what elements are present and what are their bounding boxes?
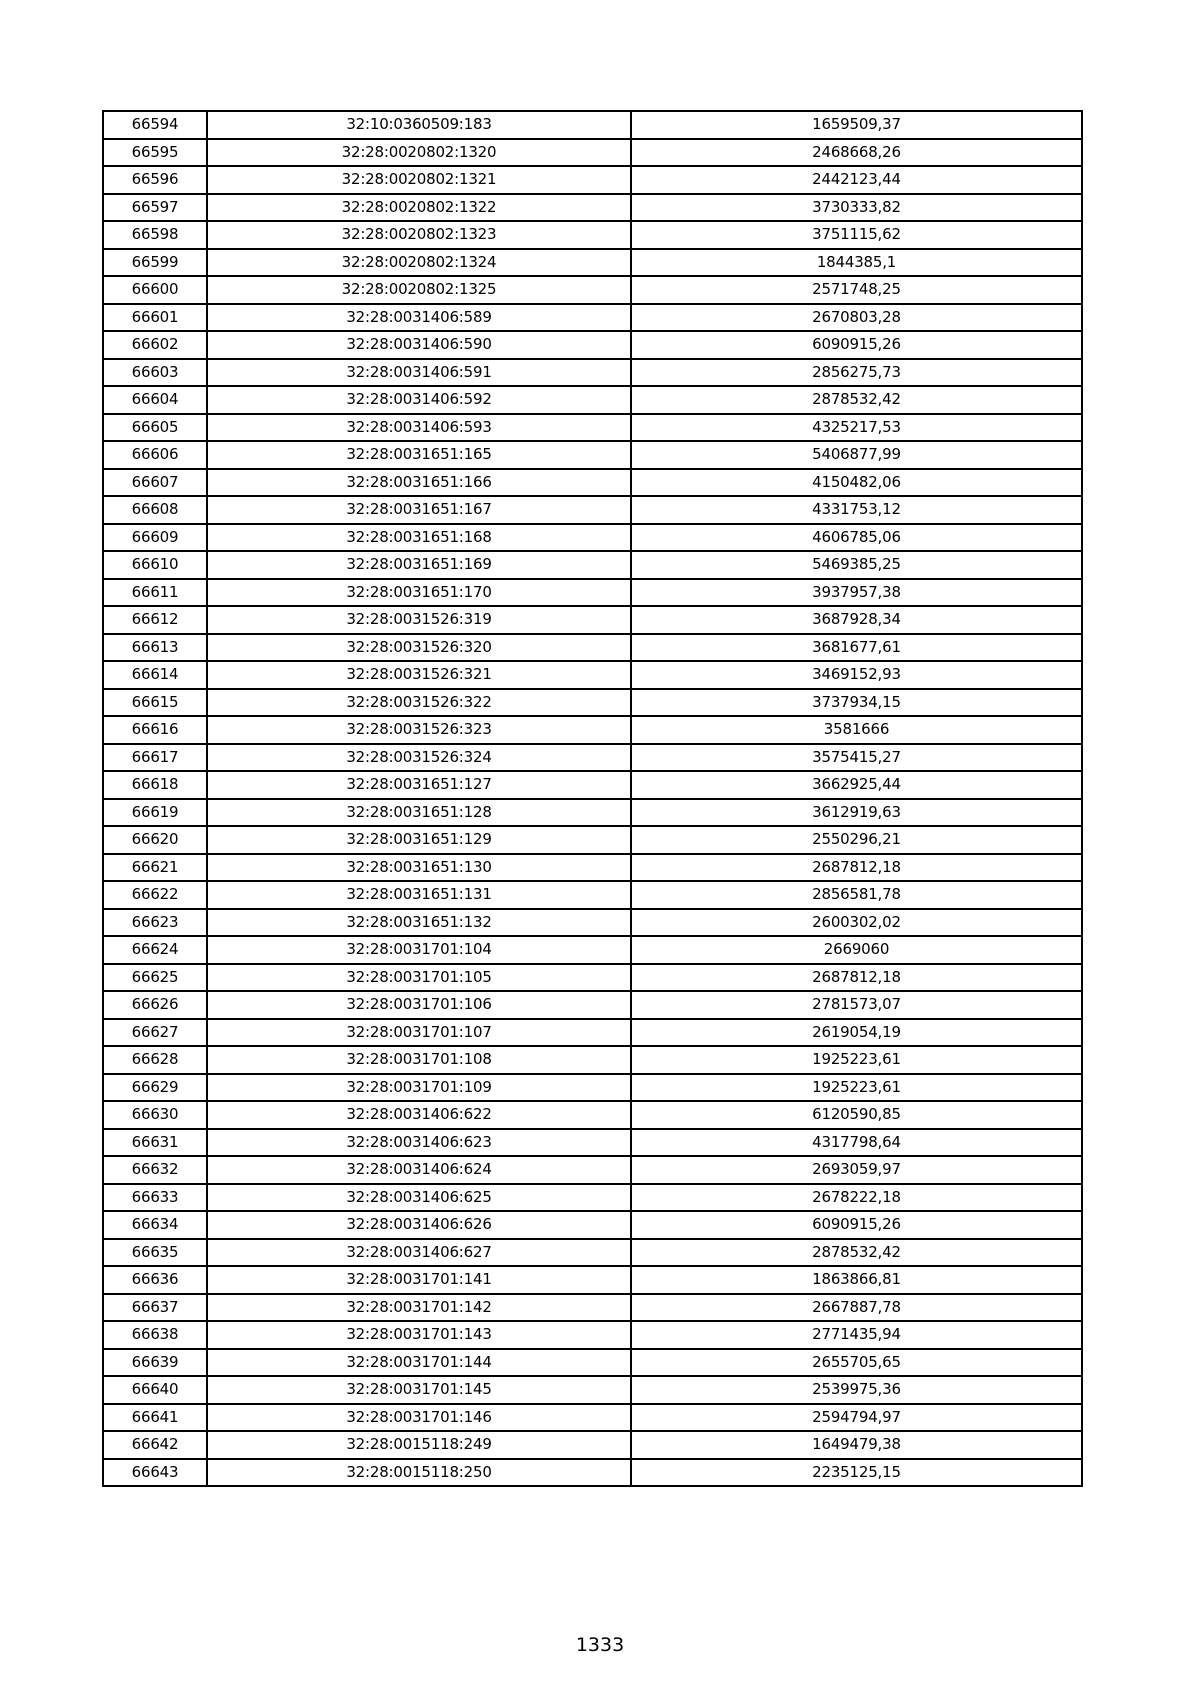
cadastral-number-cell: 32:28:0031651:165 (207, 441, 631, 469)
row-number-cell: 66620 (103, 826, 207, 854)
table-row (103, 304, 1082, 332)
cadastral-value-table (102, 110, 1083, 1487)
cadastral-value-cell: 5406877,99 (631, 441, 1082, 469)
row-number-cell: 66619 (103, 799, 207, 827)
table-row (103, 1184, 1082, 1212)
table-row (103, 771, 1082, 799)
row-number-cell: 66618 (103, 771, 207, 799)
row-number-cell: 66633 (103, 1184, 207, 1212)
row-number-cell: 66625 (103, 964, 207, 992)
table-row (103, 1211, 1082, 1239)
row-number-cell: 66641 (103, 1404, 207, 1432)
cadastral-value-cell: 6090915,26 (631, 1211, 1082, 1239)
cadastral-number-cell: 32:28:0020802:1320 (207, 139, 631, 167)
cadastral-value-cell: 2442123,44 (631, 166, 1082, 194)
table-row (103, 744, 1082, 772)
row-number-cell: 66631 (103, 1129, 207, 1157)
cadastral-number-cell: 32:28:0031701:107 (207, 1019, 631, 1047)
cadastral-value-cell: 4317798,64 (631, 1129, 1082, 1157)
row-number-cell: 66602 (103, 331, 207, 359)
table-row (103, 414, 1082, 442)
cadastral-value-cell: 2468668,26 (631, 139, 1082, 167)
table-row (103, 496, 1082, 524)
cadastral-number-cell: 32:10:0360509:183 (207, 111, 631, 139)
table-body (103, 111, 1082, 1486)
row-number-cell: 66612 (103, 606, 207, 634)
table-row (103, 331, 1082, 359)
table-row (103, 249, 1082, 277)
cadastral-number-cell: 32:28:0031701:105 (207, 964, 631, 992)
cadastral-value-cell: 2878532,42 (631, 386, 1082, 414)
row-number-cell: 66595 (103, 139, 207, 167)
cadastral-value-cell: 3751115,62 (631, 221, 1082, 249)
table-row (103, 441, 1082, 469)
table-row (103, 1431, 1082, 1459)
cadastral-value-cell: 2670803,28 (631, 304, 1082, 332)
cadastral-value-cell: 2619054,19 (631, 1019, 1082, 1047)
cadastral-number-cell: 32:28:0031651:167 (207, 496, 631, 524)
row-number-cell: 66629 (103, 1074, 207, 1102)
row-number-cell: 66614 (103, 661, 207, 689)
cadastral-number-cell: 32:28:0020802:1325 (207, 276, 631, 304)
cadastral-number-cell: 32:28:0031701:144 (207, 1349, 631, 1377)
cadastral-value-cell: 2235125,15 (631, 1459, 1082, 1487)
row-number-cell: 66634 (103, 1211, 207, 1239)
table-row (103, 194, 1082, 222)
cadastral-number-cell: 32:28:0031701:143 (207, 1321, 631, 1349)
cadastral-value-cell: 3937957,38 (631, 579, 1082, 607)
table-row (103, 524, 1082, 552)
cadastral-value-cell: 2667887,78 (631, 1294, 1082, 1322)
cadastral-value-cell: 2678222,18 (631, 1184, 1082, 1212)
row-number-cell: 66603 (103, 359, 207, 387)
cadastral-value-cell: 3612919,63 (631, 799, 1082, 827)
cadastral-number-cell: 32:28:0031651:166 (207, 469, 631, 497)
table-row (103, 386, 1082, 414)
cadastral-value-cell: 3581666 (631, 716, 1082, 744)
cadastral-value-cell: 1659509,37 (631, 111, 1082, 139)
row-number-cell: 66640 (103, 1376, 207, 1404)
table-row (103, 661, 1082, 689)
cadastral-value-cell: 1844385,1 (631, 249, 1082, 277)
row-number-cell: 66613 (103, 634, 207, 662)
table-row (103, 1294, 1082, 1322)
cadastral-number-cell: 32:28:0031406:591 (207, 359, 631, 387)
cadastral-value-cell: 2550296,21 (631, 826, 1082, 854)
table-row (103, 111, 1082, 139)
row-number-cell: 66607 (103, 469, 207, 497)
table-row (103, 799, 1082, 827)
cadastral-number-cell: 32:28:0020802:1324 (207, 249, 631, 277)
cadastral-number-cell: 32:28:0031701:141 (207, 1266, 631, 1294)
table-row (103, 166, 1082, 194)
cadastral-number-cell: 32:28:0031526:321 (207, 661, 631, 689)
cadastral-value-cell: 1925223,61 (631, 1074, 1082, 1102)
table-row (103, 1321, 1082, 1349)
table-row (103, 991, 1082, 1019)
table-row (103, 221, 1082, 249)
cadastral-value-cell: 2693059,97 (631, 1156, 1082, 1184)
row-number-cell: 66608 (103, 496, 207, 524)
cadastral-value-cell: 3730333,82 (631, 194, 1082, 222)
row-number-cell: 66611 (103, 579, 207, 607)
row-number-cell: 66596 (103, 166, 207, 194)
cadastral-number-cell: 32:28:0031651:130 (207, 854, 631, 882)
table-row (103, 936, 1082, 964)
cadastral-number-cell: 32:28:0031701:109 (207, 1074, 631, 1102)
cadastral-number-cell: 32:28:0020802:1321 (207, 166, 631, 194)
row-number-cell: 66628 (103, 1046, 207, 1074)
cadastral-value-cell: 1925223,61 (631, 1046, 1082, 1074)
table-row (103, 964, 1082, 992)
cadastral-number-cell: 32:28:0031406:592 (207, 386, 631, 414)
cadastral-number-cell: 32:28:0031406:622 (207, 1101, 631, 1129)
table-row (103, 359, 1082, 387)
row-number-cell: 66599 (103, 249, 207, 277)
row-number-cell: 66627 (103, 1019, 207, 1047)
cadastral-value-cell: 2600302,02 (631, 909, 1082, 937)
cadastral-value-cell: 2878532,42 (631, 1239, 1082, 1267)
table-row (103, 139, 1082, 167)
table-row (103, 881, 1082, 909)
cadastral-number-cell: 32:28:0031526:324 (207, 744, 631, 772)
table-row (103, 579, 1082, 607)
row-number-cell: 66635 (103, 1239, 207, 1267)
cadastral-number-cell: 32:28:0015118:250 (207, 1459, 631, 1487)
cadastral-number-cell: 32:28:0031651:169 (207, 551, 631, 579)
cadastral-number-cell: 32:28:0031526:320 (207, 634, 631, 662)
table-row (103, 1349, 1082, 1377)
cadastral-value-cell: 3662925,44 (631, 771, 1082, 799)
table-row (103, 1019, 1082, 1047)
cadastral-number-cell: 32:28:0031526:322 (207, 689, 631, 717)
cadastral-number-cell: 32:28:0031651:168 (207, 524, 631, 552)
cadastral-value-cell: 2669060 (631, 936, 1082, 964)
row-number-cell: 66637 (103, 1294, 207, 1322)
table-row (103, 1239, 1082, 1267)
cadastral-value-cell: 4606785,06 (631, 524, 1082, 552)
cadastral-value-cell: 3687928,34 (631, 606, 1082, 634)
cadastral-value-cell: 4331753,12 (631, 496, 1082, 524)
table-row (103, 276, 1082, 304)
cadastral-number-cell: 32:28:0031651:129 (207, 826, 631, 854)
cadastral-value-cell: 2856275,73 (631, 359, 1082, 387)
cadastral-value-cell: 1863866,81 (631, 1266, 1082, 1294)
row-number-cell: 66600 (103, 276, 207, 304)
row-number-cell: 66616 (103, 716, 207, 744)
cadastral-value-cell: 3681677,61 (631, 634, 1082, 662)
cadastral-value-cell: 2571748,25 (631, 276, 1082, 304)
table-row (103, 1101, 1082, 1129)
table-row (103, 1266, 1082, 1294)
table-row (103, 634, 1082, 662)
cadastral-number-cell: 32:28:0031701:142 (207, 1294, 631, 1322)
cadastral-number-cell: 32:28:0031406:590 (207, 331, 631, 359)
row-number-cell: 66606 (103, 441, 207, 469)
cadastral-value-cell: 3737934,15 (631, 689, 1082, 717)
table-row (103, 551, 1082, 579)
table-row (103, 826, 1082, 854)
cadastral-value-cell: 5469385,25 (631, 551, 1082, 579)
cadastral-number-cell: 32:28:0031651:127 (207, 771, 631, 799)
cadastral-value-cell: 2539975,36 (631, 1376, 1082, 1404)
cadastral-number-cell: 32:28:0015118:249 (207, 1431, 631, 1459)
row-number-cell: 66622 (103, 881, 207, 909)
row-number-cell: 66638 (103, 1321, 207, 1349)
cadastral-number-cell: 32:28:0031701:106 (207, 991, 631, 1019)
cadastral-value-cell: 2771435,94 (631, 1321, 1082, 1349)
cadastral-value-cell: 2655705,65 (631, 1349, 1082, 1377)
cadastral-number-cell: 32:28:0031526:323 (207, 716, 631, 744)
row-number-cell: 66636 (103, 1266, 207, 1294)
row-number-cell: 66610 (103, 551, 207, 579)
cadastral-number-cell: 32:28:0020802:1322 (207, 194, 631, 222)
row-number-cell: 66601 (103, 304, 207, 332)
cadastral-number-cell: 32:28:0031406:625 (207, 1184, 631, 1212)
row-number-cell: 66609 (103, 524, 207, 552)
row-number-cell: 66626 (103, 991, 207, 1019)
row-number-cell: 66624 (103, 936, 207, 964)
table-row (103, 1459, 1082, 1487)
cadastral-number-cell: 32:28:0031701:145 (207, 1376, 631, 1404)
table-row (103, 854, 1082, 882)
cadastral-value-cell: 6120590,85 (631, 1101, 1082, 1129)
table-row (103, 1404, 1082, 1432)
table-row (103, 1074, 1082, 1102)
cadastral-value-cell: 2687812,18 (631, 854, 1082, 882)
cadastral-number-cell: 32:28:0031406:626 (207, 1211, 631, 1239)
table-row (103, 1046, 1082, 1074)
cadastral-number-cell: 32:28:0031651:131 (207, 881, 631, 909)
cadastral-value-cell: 3575415,27 (631, 744, 1082, 772)
table-row (103, 909, 1082, 937)
row-number-cell: 66598 (103, 221, 207, 249)
row-number-cell: 66605 (103, 414, 207, 442)
cadastral-number-cell: 32:28:0031701:104 (207, 936, 631, 964)
row-number-cell: 66597 (103, 194, 207, 222)
cadastral-value-cell: 2594794,97 (631, 1404, 1082, 1432)
cadastral-value-cell: 4325217,53 (631, 414, 1082, 442)
cadastral-number-cell: 32:28:0031701:146 (207, 1404, 631, 1432)
table-row (103, 606, 1082, 634)
row-number-cell: 66643 (103, 1459, 207, 1487)
cadastral-number-cell: 32:28:0031701:108 (207, 1046, 631, 1074)
cadastral-number-cell: 32:28:0031526:319 (207, 606, 631, 634)
table-row (103, 1129, 1082, 1157)
cadastral-value-cell: 4150482,06 (631, 469, 1082, 497)
cadastral-number-cell: 32:28:0031406:627 (207, 1239, 631, 1267)
row-number-cell: 66623 (103, 909, 207, 937)
cadastral-value-cell: 3469152,93 (631, 661, 1082, 689)
row-number-cell: 66632 (103, 1156, 207, 1184)
row-number-cell: 66639 (103, 1349, 207, 1377)
row-number-cell: 66630 (103, 1101, 207, 1129)
cadastral-number-cell: 32:28:0031406:623 (207, 1129, 631, 1157)
row-number-cell: 66594 (103, 111, 207, 139)
cadastral-number-cell: 32:28:0020802:1323 (207, 221, 631, 249)
row-number-cell: 66615 (103, 689, 207, 717)
cadastral-number-cell: 32:28:0031406:589 (207, 304, 631, 332)
cadastral-value-cell: 2856581,78 (631, 881, 1082, 909)
table-row (103, 1376, 1082, 1404)
cadastral-value-cell: 2781573,07 (631, 991, 1082, 1019)
row-number-cell: 66617 (103, 744, 207, 772)
table-row (103, 716, 1082, 744)
cadastral-value-cell: 2687812,18 (631, 964, 1082, 992)
table-row (103, 1156, 1082, 1184)
table-row (103, 689, 1082, 717)
cadastral-number-cell: 32:28:0031651:132 (207, 909, 631, 937)
row-number-cell: 66604 (103, 386, 207, 414)
cadastral-number-cell: 32:28:0031651:128 (207, 799, 631, 827)
cadastral-number-cell: 32:28:0031406:624 (207, 1156, 631, 1184)
row-number-cell: 66621 (103, 854, 207, 882)
cadastral-number-cell: 32:28:0031406:593 (207, 414, 631, 442)
cadastral-value-cell: 6090915,26 (631, 331, 1082, 359)
page-number: 1333 (575, 1634, 625, 1656)
row-number-cell: 66642 (103, 1431, 207, 1459)
cadastral-value-cell: 1649479,38 (631, 1431, 1082, 1459)
table-row (103, 469, 1082, 497)
cadastral-number-cell: 32:28:0031651:170 (207, 579, 631, 607)
